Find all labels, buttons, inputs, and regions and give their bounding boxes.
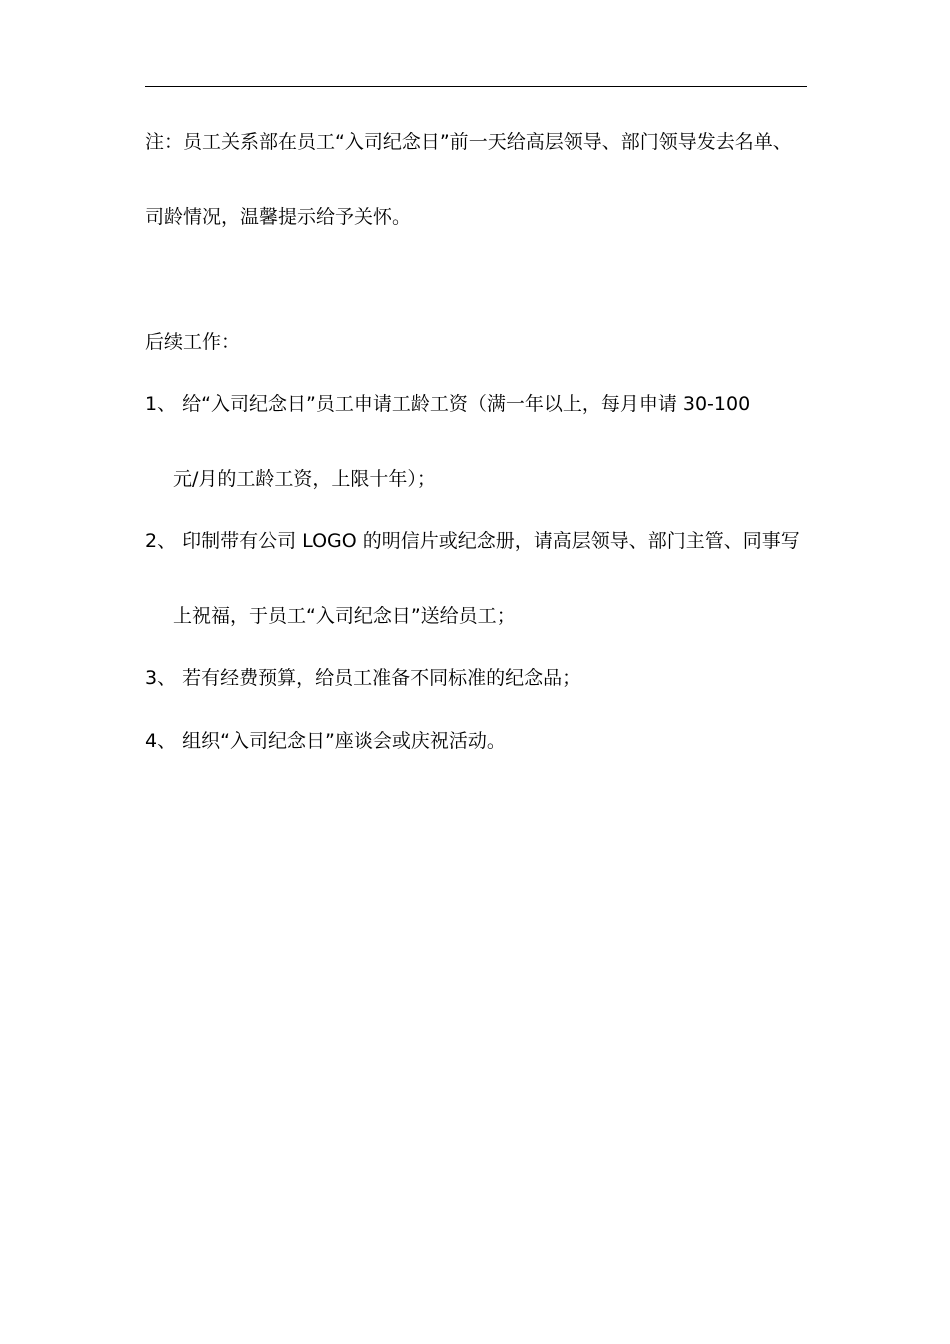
followup-heading: 后续工作： [145,331,241,353]
note-line-1: 注：员工关系部在员工“入司纪念日”前一天给高层领导、部门领导发去名单、 [145,131,792,153]
followup-item-3: 3、 若有经费预算，给员工准备不同标准的纪念品； [145,667,582,689]
header-rule [145,86,807,87]
followup-item-1-line-1: 1、 给“入司纪念日”员工申请工龄工资（满一年以上，每月申请 30-100 [145,393,751,415]
followup-item-1-line-2: 元/月的工龄工资，上限十年）； [173,468,436,490]
followup-item-4: 4、 组织“入司纪念日”座谈会或庆祝活动。 [145,730,506,752]
followup-item-2-line-1: 2、 印制带有公司 LOGO 的明信片或纪念册，请高层领导、部门主管、同事写 [145,530,800,552]
note-line-2: 司龄情况，温馨提示给予关怀。 [145,206,412,228]
followup-item-2-line-2: 上祝福，于员工“入司纪念日”送给员工； [173,605,516,627]
